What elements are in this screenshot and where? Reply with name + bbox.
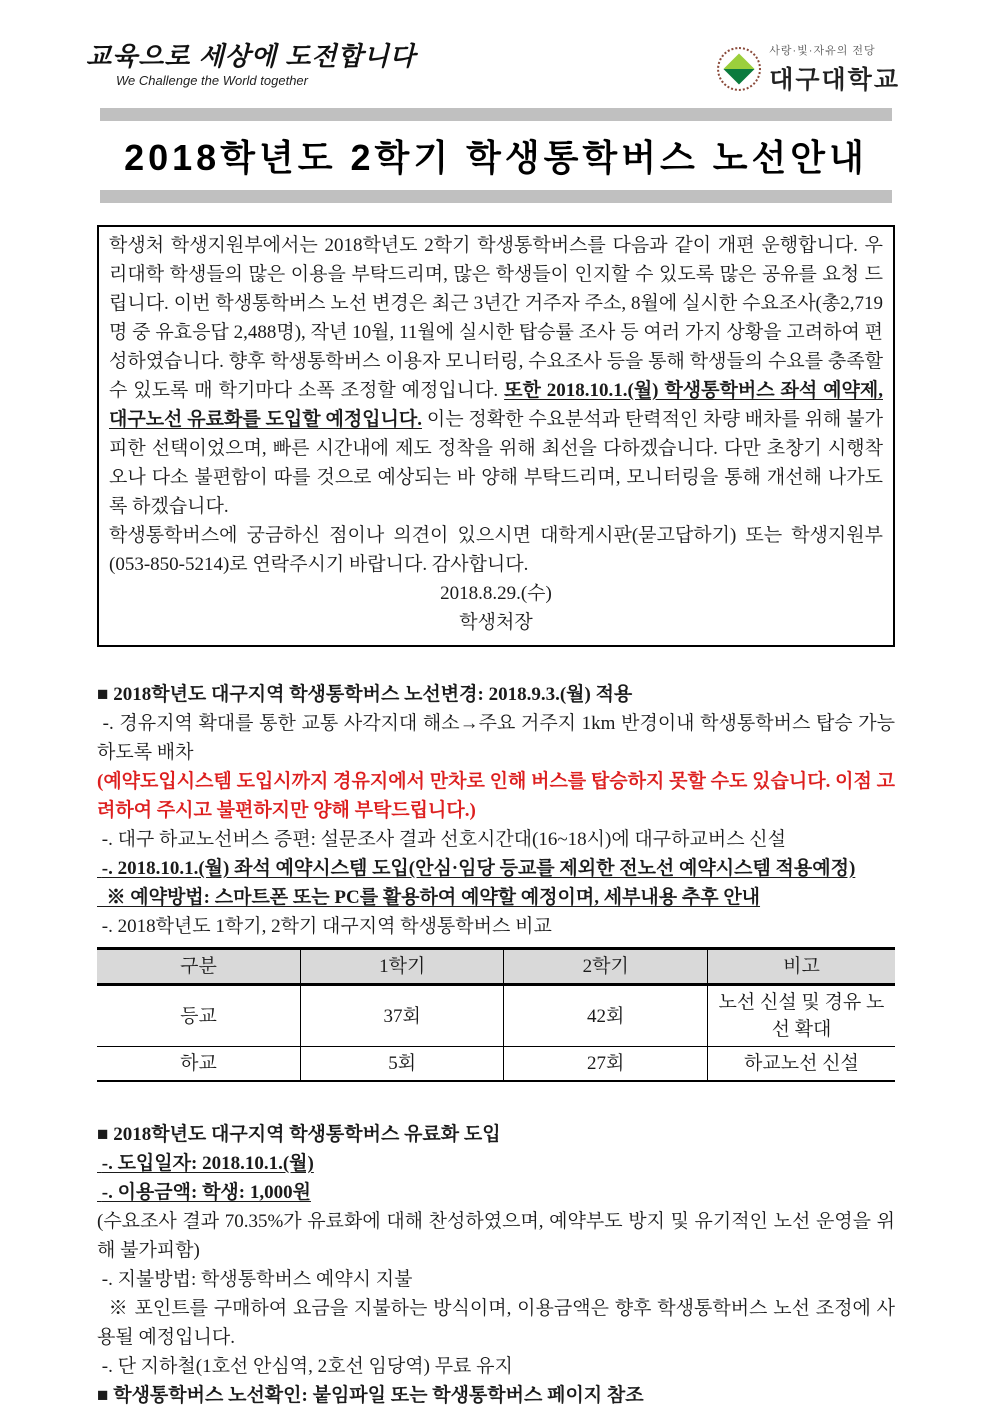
section-line-normal: -. 대구 하교노선버스 증편: 설문조사 결과 선호시간대(16~18시)에 대구하교버스 신설 bbox=[97, 829, 787, 850]
section-line-head: ■ 2018학년도 대구지역 학생통학버스 유료화 도입 bbox=[97, 1124, 501, 1145]
university-name: 대구대학교 bbox=[769, 66, 900, 94]
section-line-bold: -. 2018.10.1.(월) 좌석 예약시스템 도입(안심·임당 등교를 제외한 전노선 예약시스템 적용예정) bbox=[97, 858, 856, 879]
section-line-bold: -. 도입일자: 2018.10.1.(월) bbox=[97, 1153, 314, 1174]
title-bar-top bbox=[100, 108, 892, 121]
table-row bbox=[97, 985, 895, 1047]
notice-signer: 학생처장 bbox=[459, 612, 533, 633]
table-cell: 노선 신설 및 경유 노선 확대 bbox=[707, 985, 895, 1047]
university-logo-text bbox=[769, 42, 900, 96]
university-emblem-icon bbox=[717, 47, 761, 91]
header-band bbox=[0, 0, 992, 96]
text-run: 학생처 학생지원부에서는 2018학년도 2학기 학생통학버스를 다음과 같이 개편 운행합니다. 우리대학 학생들의 많은 이용을 부탁드리며, 많은 학생들이 인지할 수 있도록 많은 공유를 요청 드립니다. 이번 학생통학버스 노선 변경은 최근 3년간 거주자 주소, 8월에 실시한 수요조사(총2,719명 중 유효응답 2,488명), 작년 10월, 11월에 실시한 탑승률 조사 등 여러 가지 상황을 고려하여 편성하였습니다. 향후 학생통학버스 이용자 모니터링, 수요조사 등을 통해 학생들의 수요를 충족할 수 있도록 매 학기마다 소폭 조정할 예정입니다. bbox=[109, 235, 883, 401]
table-cell: 37회 bbox=[300, 985, 503, 1047]
slogan-english: We Challenge the World together bbox=[116, 72, 308, 88]
university-logo bbox=[717, 42, 900, 96]
table-cell: 등교 bbox=[97, 985, 300, 1047]
section-line-red: (예약도입시스템 도입시까지 경유지에서 만차로 인해 버스를 탑승하지 못할 수도 있습니다. 이점 고려하여 주시고 불편하지만 양해 부탁드립니다.) bbox=[97, 771, 895, 821]
section-route-change bbox=[97, 680, 895, 941]
section-line-normal: -. 경유지역 확대를 통한 교통 사각지대 해소→주요 거주지 1km 반경이내 학생통학버스 탑승 가능하도록 배차 bbox=[97, 713, 896, 763]
university-slogan-logo bbox=[86, 42, 416, 88]
section-line-normal: -. 2018학년도 1학기, 2학기 대구지역 학생통학버스 비교 bbox=[97, 916, 552, 937]
section-line-bold: -. 이용금액: 학생: 1,000원 bbox=[97, 1182, 311, 1203]
notice-box bbox=[97, 225, 895, 647]
document-body bbox=[97, 680, 895, 1410]
title-bar-bottom bbox=[100, 190, 892, 203]
table-cell: 42회 bbox=[504, 985, 707, 1047]
table-cell: 하교노선 신설 bbox=[707, 1047, 895, 1082]
slogan-korean: 교육으로 세상에 도전합니다 bbox=[86, 41, 416, 71]
table-cell: 5회 bbox=[300, 1047, 503, 1082]
table-header-cell: 구분 bbox=[97, 949, 300, 985]
university-tagline: 사랑·빛·자유의 전당 bbox=[769, 45, 876, 57]
text-run: 또한 2018.10.1.(월) 학생통학버스 좌석 예약제, 대구노선 유료화를 도입할 예정입니다. bbox=[109, 380, 883, 430]
table-header-cell: 1학기 bbox=[300, 949, 503, 985]
table-cell: 27회 bbox=[504, 1047, 707, 1082]
notice-paragraph-1 bbox=[109, 231, 883, 521]
section-line-normal: -. 지불방법: 학생통학버스 예약시 지불 bbox=[97, 1269, 413, 1290]
emblem-diamond-icon bbox=[724, 53, 755, 84]
table-cell: 하교 bbox=[97, 1047, 300, 1082]
table-header-row bbox=[97, 949, 895, 985]
notice-paragraph-2: 학생통학버스에 궁금하신 점이나 의견이 있으시면 대학게시판(묻고답하기) 또는 학생지원부(053-850-5214)로 연락주시기 바랍니다. 감사합니다. bbox=[109, 525, 883, 575]
section-line-head: ■ 2018학년도 대구지역 학생통학버스 노선변경: 2018.9.3.(월) 적용 bbox=[97, 684, 633, 705]
section-line-bold: ※ 예약방법: 스마트폰 또는 PC를 활용하여 예약할 예정이며, 세부내용 추후 안내 bbox=[97, 887, 761, 908]
text-run: 이는 정확한 수요분석과 탄력적인 차량 배차를 위해 불가피한 선택이었으며, 빠른 시간내에 제도 정착을 위해 최선을 다하겠습니다. 다만 초창기 시행착오나 다소 불편함이 따를 것으로 예상되는 바 양해 부탁드리며, 모니터링을 통해 개선해 나가도록 하겠습니다. bbox=[109, 409, 883, 517]
semester-comparison-table bbox=[97, 947, 895, 1082]
title-banner bbox=[0, 108, 992, 203]
notice-date: 2018.8.29.(수) bbox=[440, 583, 552, 604]
section-paid-service bbox=[97, 1120, 895, 1410]
section-line-normal: (수요조사 결과 70.35%가 유료화에 대해 찬성하였으며, 예약부도 방지 및 유기적인 노선 운영을 위해 불가피함) bbox=[97, 1211, 895, 1261]
section-line-normal: -. 단 지하철(1호선 안심역, 2호선 임당역) 무료 유지 bbox=[97, 1356, 513, 1377]
section-line-head: ■ 학생통학버스 노선확인: 붙임파일 또는 학생통학버스 페이지 참조 bbox=[97, 1385, 644, 1406]
page-title: 2018학년도 2학기 학생통학버스 노선안내 bbox=[124, 137, 868, 178]
section-line-normal: ※ 포인트를 구매하여 요금을 지불하는 방식이며, 이용금액은 향후 학생통학버스 노선 조정에 사용될 예정입니다. bbox=[97, 1298, 895, 1348]
table-header-cell: 2학기 bbox=[504, 949, 707, 985]
table-header-cell: 비고 bbox=[707, 949, 895, 985]
table-row bbox=[97, 1047, 895, 1082]
